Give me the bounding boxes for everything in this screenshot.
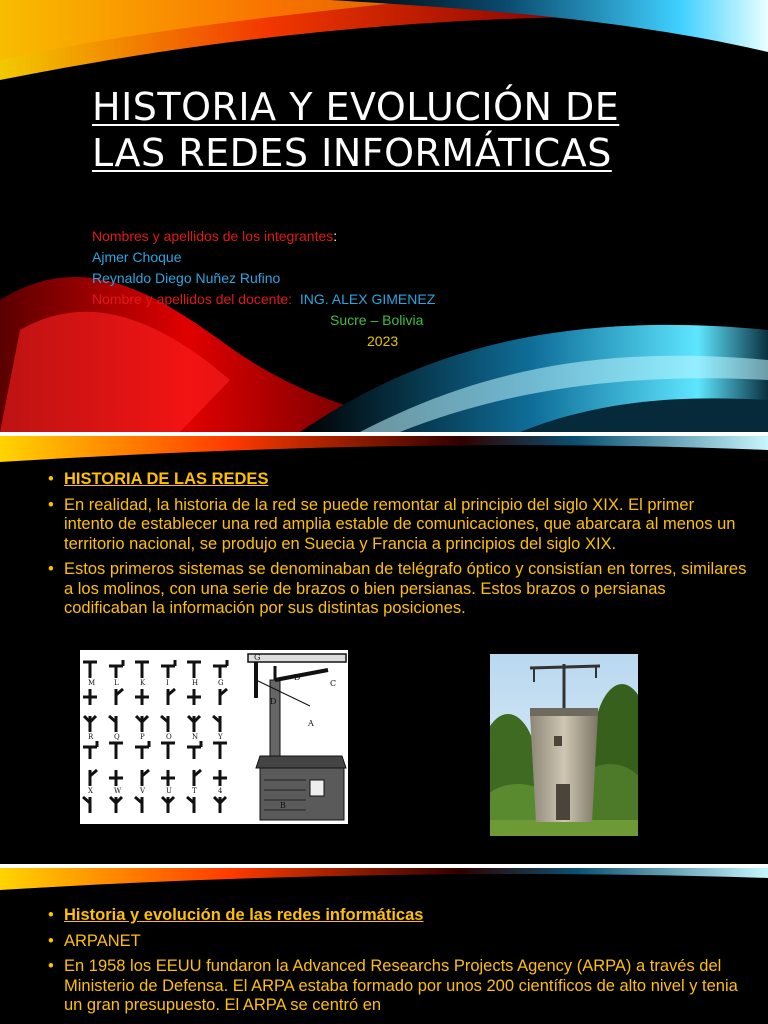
code-label: V (140, 787, 146, 795)
member-1: Ajmer Choque (92, 249, 182, 265)
history-slide (0, 436, 768, 864)
slide-title (92, 84, 692, 176)
history-heading: HISTORIA DE LAS REDES (64, 470, 269, 488)
location: Sucre – Bolivia (330, 312, 424, 328)
member-2: Reynaldo Diego Nuñez Rufino (92, 270, 281, 286)
integrantes-label: Nombres y apellidos de los integrantes (92, 228, 334, 244)
docente-row (92, 289, 435, 309)
list-item: • En realidad, la historia de la red se puede remontar al principio del siglo XIX. El primer intento de establecer una red amplia estable de comunicaciones, que abarcara al menos un territorio nacional, se produjo en Suecia y Francia a principios del siglo XIX. (48, 495, 736, 553)
diagram-label: B (280, 801, 286, 810)
code-label: Q (114, 733, 120, 741)
code-label: W (114, 787, 122, 795)
arpanet-subheading: ARPANET (64, 931, 141, 950)
code-label: K (140, 679, 146, 687)
integrantes-label-row (92, 226, 337, 246)
list-item: • En 1958 los EEUU fundaron la Advanced Researchs Projects Agency (ARPA) a través del Ministerio de Defensa. El ARPA estaba formado por unos 200 científicos de alto nivel y tenia un gran presupuesto. El ARPA se centró en (48, 957, 738, 1014)
title-line-1: HISTORIA Y EVOLUCIÓN DE (92, 85, 620, 129)
code-label: G (218, 679, 224, 687)
integrantes-colon: : (333, 228, 338, 244)
list-item: • Estos primeros sistemas se denominaban de telégrafo óptico y consistían en torres, similares a los molinos, con una serie de brazos o bien persianas. Estos brazos o persianas codificaban la información por sus distintas posiciones. (48, 560, 747, 617)
history-paragraph-1: En realidad, la historia de la red se puede remontar al principio del siglo XIX. El primer intento de establecer una red amplia estable de comunicaciones, que abarcara al menos un territorio nacional, se produjo en Suecia y Francia a principios del siglo XIX. (64, 495, 736, 553)
telegraph-code-diagram (80, 650, 348, 824)
diagram-label: A (308, 719, 314, 728)
code-label: R (88, 733, 94, 741)
diagram-label: G (254, 653, 261, 662)
telegraph-tower-photo (490, 654, 638, 836)
diagram-label: C (330, 679, 337, 688)
code-label: X (88, 787, 93, 795)
history-bullets (48, 470, 748, 625)
code-label: I (166, 679, 169, 687)
history-paragraph-2: Estos primeros sistemas se denominaban de telégrafo óptico y consistían en torres, similares a los molinos, con una serie de brazos o bien persianas. Estos brazos o persianas codificaban la información por sus distintas posiciones. (64, 560, 747, 617)
code-label: Y (218, 733, 223, 741)
year: 2023 (367, 333, 399, 349)
code-label: 4 (218, 787, 223, 795)
code-label: M (88, 679, 96, 687)
list-item: • ARPANET (48, 931, 141, 950)
diagram-label: D (294, 673, 301, 682)
docente-label: Nombre y apellidos del docente: (92, 291, 293, 307)
code-label: H (192, 679, 199, 687)
list-item: • Historia y evolución de las redes informáticas (48, 906, 424, 924)
docente-name: ING. ALEX GIMENEZ (299, 291, 436, 307)
list-item: • HISTORIA DE LAS REDES (48, 470, 269, 488)
arpanet-paragraph-1: En 1958 los EEUU fundaron la Advanced Researchs Projects Agency (ARPA) a través del Ministerio de Defensa. El ARPA estaba formado por unos 200 científicos de alto nivel y tenia un gran presupuesto. El ARPA se centró en (64, 957, 738, 1014)
code-label: T (192, 787, 197, 795)
top-swoosh-decoration (0, 868, 768, 898)
code-label: O (166, 733, 172, 741)
diagram-label: D (270, 697, 277, 706)
arpanet-heading: Historia y evolución de las redes informáticas (64, 906, 424, 924)
code-label: U (166, 787, 172, 795)
code-label: L (114, 679, 119, 687)
code-label: N (192, 733, 199, 741)
title-slide (0, 0, 768, 432)
arpanet-slide (0, 868, 768, 1024)
title-line-2: LAS REDES INFORMÁTICAS (92, 131, 612, 175)
swoosh-decoration (0, 0, 768, 432)
code-label: P (140, 733, 145, 741)
arpanet-bullets (48, 906, 748, 1022)
